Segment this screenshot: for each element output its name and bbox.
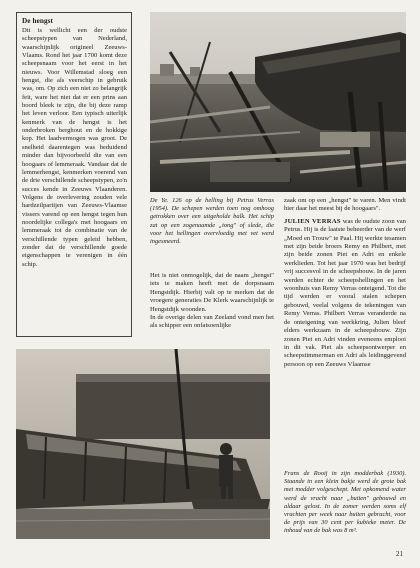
photo-shipyard-caption: De Ye. 126 op de helling bij Petrus Verras (1954). De schepen werden toen nog omhoog getrokken over een uitgeholde balk. Het schip zat op een zogenaamde „tong" of slede, die voor het hellingen overvloedig met vet werd ingesmeerd. <box>150 197 274 246</box>
mud-barge-photo-image <box>16 349 270 539</box>
middle-paragraph-2: In de overige delen van Zeeland vond men het als schipper een onfatsoenlijke <box>150 314 274 330</box>
shipyard-photo-image <box>150 12 406 192</box>
photo-shipyard <box>150 12 406 192</box>
middle-column <box>150 272 274 331</box>
runin-name: JULIEN VERRAS <box>284 217 341 225</box>
photo-mud-barge <box>16 349 270 539</box>
sidebar-box <box>16 12 132 337</box>
middle-paragraph-1: Het is niet onmogelijk, dat de naam „hengst" iets te maken heeft met de dorpsnaam Hengstdijk. Hierbij valt op te merken dat de vroegere generaties De Klerk waarschijnlijk te Hengstdijk woonden. <box>150 272 274 313</box>
page-number: 21 <box>396 550 403 558</box>
right-paragraph-2-text: was de oudste zoon van Petrus. Hij is de laatste beheerder van de werf „Moed en Trouw" te Paal. Hij werkte tesamen met zijn beide broers Remy en Philbert, met zijn beide zonen Piet en Adri en enkele werklieden. Tot het jaar 1970 was het bedrijf vrij succesvol in de scheepsbouw. In de jaren werden echter de scheepshellingen en het woonhuis van Remy Verras onteigend. Tot die tijd werden er vooral stalen schepen gebouwd, veelal volgens de tekeningen van Remy Verras. Philbert Verras veranderde na de onteigening van werkkring, Julien bleef elders werkzaam in de scheepsbouw. Zijn zonen Piet en Adri vinden eveneens emplooi in dit vak. Piet als scheepsontwerper en scheepstimmerman en Adri als leidinggevend persoon op een Zeeuws Vlaamse <box>284 217 406 368</box>
right-paragraph-1: zaak om op een „hengst" te varen. Men vindt hier daar het meest bij de hoogaars". <box>284 197 406 213</box>
sidebar-title: De hengst <box>22 17 54 25</box>
right-column <box>284 197 406 369</box>
right-paragraph-2 <box>284 218 406 369</box>
sidebar-body: Dit is wellicht een der oudste scheepstypen van Nederland, waarschijnlijk origineel Zeeuws-Vlaams. Rond het jaar 1700 komt deze scheepsnaam voor het eerst in het nieuws. Voor Willemstad sloeg een hengst, die als veerschip in gebruik was, om. Op zich een niet zo belangrijk feit, ware het niet dat er een prins aan boord bleek te zijn, die bij deze ramp het leven verloor. Een typisch uiterlijk kenmerk van de hengst is het onderbroken berghout en de hokkige kop. Het laadvermogen was groot. De snelheid daarentegen was beduidend minder dan bijvoorbeeld die van een hoogaars of lemmeraak. Vandaar dat de lemmerhengst, kenmerken voerend van de drie verschillende scheepstypen, zo'n succes kende in Zeeuws Vlaanderen. Volgens de overlevering zouden vele hardzeilpartijen van Zeeuws-Vlaamse vissers varend op een hengst tegen hun noordelijke collega's met hoogaars en lemmeraak tot de combinatie van de verschillende typen geleid hebben, zonder dat de verschillende goede eigenschappen te verenigen in één schip. <box>22 27 127 268</box>
photo-mud-barge-caption: Frans de Rooij in zijn modderbak (1930). Staande in een klein bakje werd de grote bak met modder volgeschept. Met opkomend water werd de vracht naar „buiten" gebouwd en aldaar gelost. In de zomer werden soms elf vrachten per week naar buiten gebracht, voor de prijs van 30 cent per kubieke meter. De inhoud van de bak was 8 m³. <box>284 470 406 535</box>
